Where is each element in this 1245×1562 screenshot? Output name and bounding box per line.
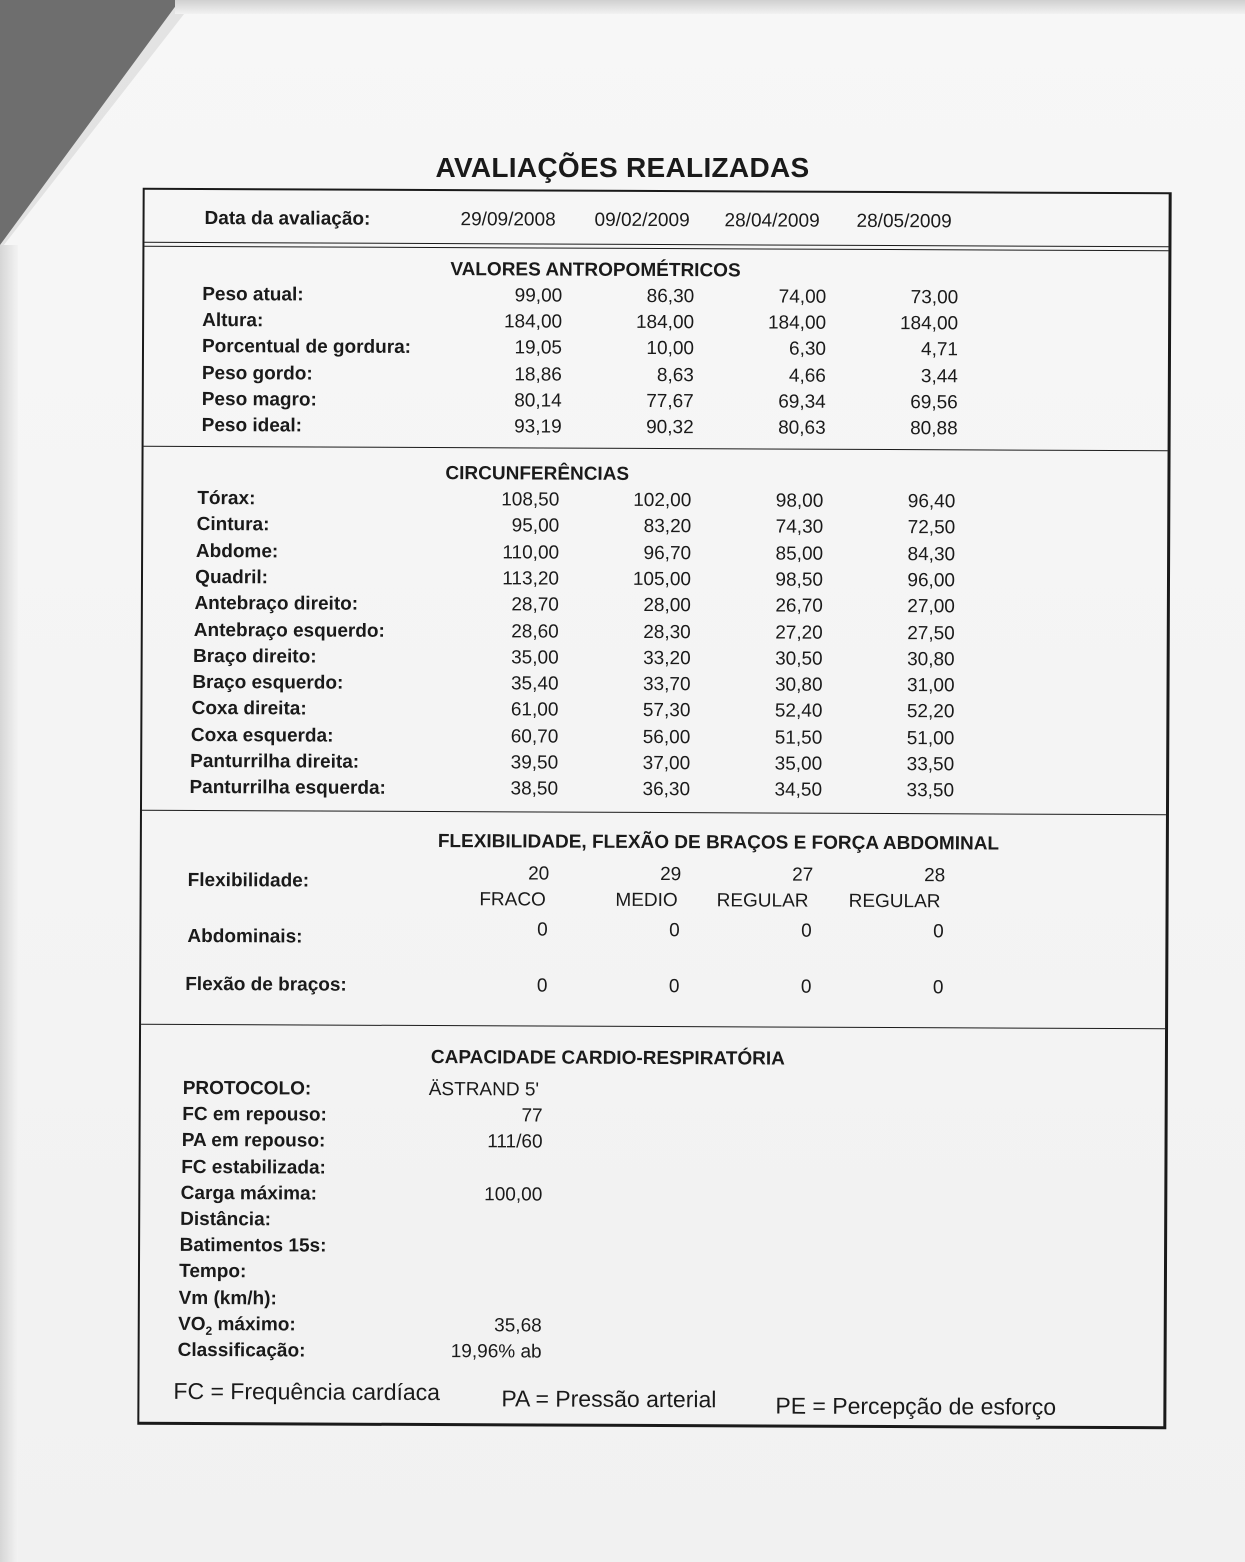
legend-pe: PE = Percepção de esforço xyxy=(775,1392,1057,1420)
cardio-label: Classificação: xyxy=(177,1339,306,1362)
abd-label: Abdominais: xyxy=(187,925,303,948)
date-4: 28/05/2009 xyxy=(856,210,952,233)
cardio-value xyxy=(402,1288,542,1289)
row-value-4: 96,40 xyxy=(907,491,956,513)
row-value-4: 33,50 xyxy=(906,780,955,802)
row-value-1: 110,00 xyxy=(502,541,560,564)
table-row xyxy=(142,672,1166,702)
row-value-4: 51,00 xyxy=(906,727,955,749)
cardio-value: 19,96% ab xyxy=(450,1341,542,1363)
date-1: 29/09/2008 xyxy=(460,209,556,231)
vo2-label-sub: 2 xyxy=(205,1323,213,1338)
row-value-1: 80,14 xyxy=(514,390,562,412)
date-row xyxy=(145,208,1169,238)
row-value-4: 184,00 xyxy=(899,313,959,335)
table-row xyxy=(143,540,1167,570)
table-row xyxy=(143,646,1167,676)
row-value-4: 80,88 xyxy=(910,418,958,440)
flex-class-3: REGULAR xyxy=(716,890,809,912)
row-value-2: 105,00 xyxy=(632,568,692,591)
cardio-label: FC em repouso: xyxy=(182,1104,327,1126)
row-value-3: 52,40 xyxy=(774,700,823,723)
cardio-value: ÄSTRAND 5' xyxy=(428,1079,540,1101)
row-value-2: 96,70 xyxy=(643,542,692,564)
row-value-4: 69,56 xyxy=(910,391,958,414)
cardio-label: FC estabilizada: xyxy=(181,1156,326,1179)
top-edge xyxy=(175,0,1245,14)
row-label: Peso magro: xyxy=(201,388,317,411)
row-value-2: 28,30 xyxy=(643,621,691,643)
row-value-3: 74,30 xyxy=(775,516,824,539)
row-value-2: 36,30 xyxy=(642,779,691,801)
flex-class-2: MEDIO xyxy=(615,889,678,912)
vo2-label-pre: VO xyxy=(178,1313,206,1335)
row-value-3: 4,66 xyxy=(788,365,826,387)
vo2-label-post: máximo: xyxy=(212,1313,296,1336)
row-value-3: 98,00 xyxy=(775,490,824,512)
row-value-2: 184,00 xyxy=(635,312,695,334)
row-value-1: 60,70 xyxy=(510,726,559,748)
row-label: Tórax: xyxy=(197,488,256,510)
row-value-3: 74,00 xyxy=(778,286,827,308)
row-label: Braço direito: xyxy=(193,645,317,668)
table-row xyxy=(142,777,1166,807)
table-row xyxy=(143,593,1167,623)
table-row xyxy=(143,567,1167,597)
row-value-2: 8,63 xyxy=(656,364,694,386)
row-value-2: 83,20 xyxy=(643,516,692,538)
row-label: Panturrilha esquerda: xyxy=(189,777,386,800)
left-edge xyxy=(0,245,18,1562)
flex-value-4: 28 xyxy=(924,865,946,887)
row-value-2: 102,00 xyxy=(633,489,692,512)
row-value-4: 72,50 xyxy=(907,517,956,539)
row-label: Abdome: xyxy=(195,540,279,562)
flexao-value-2: 0 xyxy=(668,976,680,998)
flex-class-row xyxy=(142,888,1166,918)
row-label: Cintura: xyxy=(196,514,270,536)
row-value-1: 35,40 xyxy=(510,673,559,695)
flexao-label: Flexão de braços: xyxy=(185,973,347,996)
cardio-label: Carga máxima: xyxy=(180,1182,317,1205)
row-label: Antebraço direito: xyxy=(194,593,359,615)
row-value-4: 73,00 xyxy=(910,287,959,309)
abd-value-1: 0 xyxy=(537,919,548,941)
divider xyxy=(142,810,1166,815)
flexao-value-4: 0 xyxy=(932,977,944,999)
row-value-4: 4,71 xyxy=(920,339,959,361)
flexao-value-3: 0 xyxy=(800,976,812,998)
row-value-3: 85,00 xyxy=(775,543,824,565)
section-title-antropometricos: VALORES ANTROPOMÉTRICOS xyxy=(450,259,741,282)
evaluation-table xyxy=(137,188,1171,1429)
row-value-4: 30,80 xyxy=(907,648,955,671)
row-label: Peso atual: xyxy=(202,284,304,306)
page-title: AVALIAÇÕES REALIZADAS xyxy=(435,152,810,183)
row-label: Peso gordo: xyxy=(201,362,313,385)
row-value-1: 61,00 xyxy=(510,699,559,721)
cardio-label: Distância: xyxy=(180,1208,272,1231)
divider xyxy=(141,1024,1165,1029)
row-value-3: 51,50 xyxy=(774,727,823,749)
row-label: Quadril: xyxy=(195,566,269,589)
cardio-value xyxy=(402,1262,542,1263)
legend-fc: FC = Frequência cardíaca xyxy=(173,1377,441,1406)
cardio-label: Vm (km/h): xyxy=(178,1287,277,1309)
row-value-1: 38,50 xyxy=(510,778,559,800)
row-value-3: 6,30 xyxy=(788,338,827,361)
cardio-label: Tempo: xyxy=(179,1261,247,1283)
abd-value-3: 0 xyxy=(801,920,812,942)
row-value-1: 93,19 xyxy=(514,416,562,438)
row-label: Coxa esquerda: xyxy=(190,724,334,747)
row-value-1: 108,50 xyxy=(501,489,560,511)
date-3: 28/04/2009 xyxy=(724,210,820,232)
cardio-value xyxy=(402,1210,542,1211)
date-2: 09/02/2009 xyxy=(594,209,690,232)
row-value-3: 184,00 xyxy=(767,312,827,334)
row-value-2: 28,00 xyxy=(643,595,691,617)
row-value-3: 27,20 xyxy=(775,622,823,644)
row-value-2: 90,32 xyxy=(646,416,694,439)
table-row xyxy=(142,698,1166,728)
row-value-4: 27,00 xyxy=(907,596,955,618)
section-title-flexibilidade: FLEXIBILIDADE, FLEXÃO DE BRAÇOS E FORÇA ABDOMINAL xyxy=(437,831,1000,855)
table-row xyxy=(142,724,1166,754)
row-value-4: 3,44 xyxy=(920,365,958,387)
row-label: Porcentual de gordura: xyxy=(201,336,412,359)
cardio-value xyxy=(402,1157,542,1158)
section-title-circunferencias: CIRCUNFERÊNCIAS xyxy=(445,463,630,485)
row-value-2: 57,30 xyxy=(642,700,691,722)
row-value-4: 27,50 xyxy=(907,622,955,644)
table-row xyxy=(143,488,1167,518)
cardio-value xyxy=(402,1236,542,1237)
legend-pa: PA = Pressão arterial xyxy=(501,1385,717,1413)
flex-class-1: FRACO xyxy=(479,889,546,911)
table-row xyxy=(143,514,1167,544)
row-value-4: 31,00 xyxy=(906,675,955,697)
flex-value-3: 27 xyxy=(792,864,814,886)
row-value-4: 33,50 xyxy=(906,754,955,776)
row-value-2: 10,00 xyxy=(646,338,695,360)
row-value-1: 99,00 xyxy=(514,285,563,307)
row-value-4: 96,00 xyxy=(907,569,956,592)
cardio-value: 100,00 xyxy=(484,1184,543,1206)
date-label: Data da avaliação: xyxy=(204,208,371,230)
cardio-value: 77 xyxy=(521,1105,543,1127)
row-value-4: 84,30 xyxy=(907,543,956,565)
row-value-1: 95,00 xyxy=(511,515,560,537)
row-label: Peso ideal: xyxy=(201,415,303,437)
row-value-2: 33,70 xyxy=(642,674,691,696)
row-value-2: 33,20 xyxy=(643,647,691,669)
flexao-value-1: 0 xyxy=(536,975,548,997)
cardio-label: Batimentos 15s: xyxy=(179,1235,327,1257)
row-value-3: 69,34 xyxy=(778,391,826,413)
row-value-3: 34,50 xyxy=(774,779,823,802)
abd-value-4: 0 xyxy=(933,921,944,943)
abd-value-2: 0 xyxy=(669,920,680,942)
row-value-3: 30,50 xyxy=(775,648,823,670)
row-value-2: 77,67 xyxy=(646,390,694,412)
divider xyxy=(144,446,1168,451)
row-value-3: 30,80 xyxy=(774,674,823,696)
row-value-2: 86,30 xyxy=(646,285,695,308)
cardio-value: 111/60 xyxy=(487,1131,543,1153)
flex-value-2: 29 xyxy=(660,864,682,886)
row-value-1: 113,20 xyxy=(502,568,560,590)
row-label: Altura: xyxy=(202,310,264,332)
row-value-3: 35,00 xyxy=(774,753,823,775)
row-value-2: 56,00 xyxy=(642,726,691,748)
row-value-1: 35,00 xyxy=(511,647,559,669)
cardio-label: PROTOCOLO: xyxy=(182,1077,312,1100)
cardio-value: 35,68 xyxy=(494,1315,542,1337)
row-value-3: 98,50 xyxy=(775,569,824,591)
row-label: Coxa direita: xyxy=(191,698,307,720)
divider xyxy=(144,242,1168,247)
cardio-label: PA em repouso: xyxy=(181,1130,326,1152)
row-value-3: 26,70 xyxy=(775,595,823,617)
row-value-1: 18,86 xyxy=(514,363,562,386)
flex-value-1: 20 xyxy=(528,863,550,885)
table-row xyxy=(144,415,1168,445)
row-label: Antebraço esquerdo: xyxy=(193,619,385,642)
row-value-1: 28,60 xyxy=(511,620,559,643)
row-value-1: 19,05 xyxy=(514,337,563,359)
flexao-row xyxy=(141,974,1165,1004)
row-value-1: 39,50 xyxy=(510,752,559,774)
flex-class-4: REGULAR xyxy=(848,890,941,913)
row-value-2: 37,00 xyxy=(642,752,691,775)
row-value-4: 52,20 xyxy=(906,701,955,723)
cardio-row xyxy=(140,1340,1164,1370)
row-value-1: 184,00 xyxy=(503,311,563,333)
cardio-label xyxy=(178,1314,296,1338)
row-label: Panturrilha direita: xyxy=(190,750,360,773)
row-value-1: 28,70 xyxy=(511,594,559,616)
flex-label: Flexibilidade: xyxy=(187,869,310,892)
table-row xyxy=(142,751,1166,781)
row-label: Braço esquerdo: xyxy=(192,672,344,694)
row-value-3: 80,63 xyxy=(778,417,826,439)
section-title-cardio: CAPACIDADE CARDIO-RESPIRATÓRIA xyxy=(430,1047,785,1070)
table-row xyxy=(143,619,1167,649)
